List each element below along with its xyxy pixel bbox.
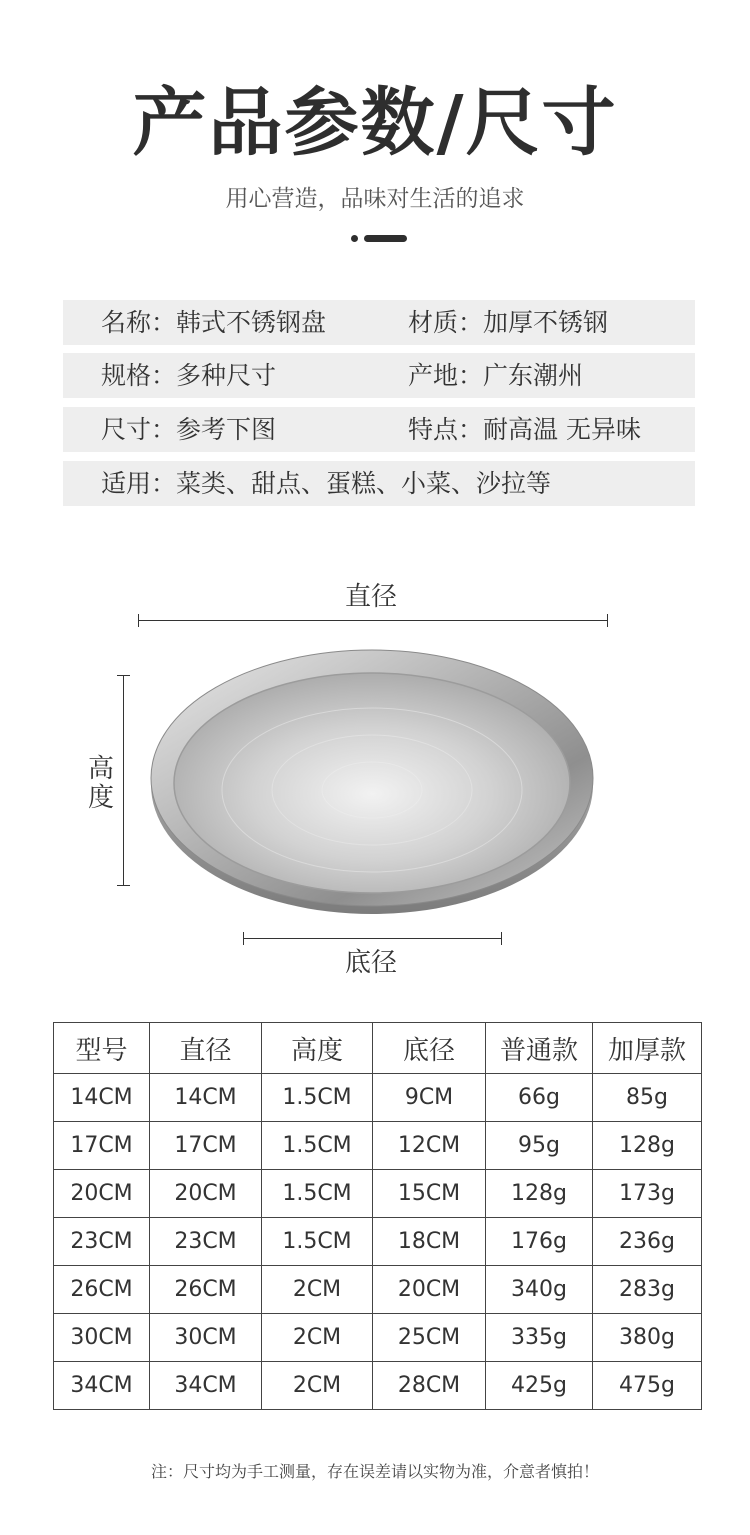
table-cell: 30CM — [54, 1314, 150, 1362]
spec-usage: 适用：菜类、甜点、蛋糕、小菜、沙拉等 — [101, 469, 552, 498]
height-label: 高度 — [87, 754, 114, 813]
table-cell: 1.5CM — [262, 1218, 373, 1266]
column-header: 普通款 — [486, 1023, 593, 1074]
plate-image — [150, 645, 595, 915]
table-cell: 25CM — [373, 1314, 486, 1362]
table-cell: 17CM — [54, 1122, 150, 1170]
table-cell: 1.5CM — [262, 1170, 373, 1218]
size-table — [53, 1022, 702, 1410]
base-line-tick-left — [243, 932, 244, 945]
table-cell: 12CM — [373, 1122, 486, 1170]
table-cell: 2CM — [262, 1314, 373, 1362]
spec-row — [63, 407, 695, 452]
spec-row — [63, 461, 695, 506]
table-cell: 2CM — [262, 1362, 373, 1410]
decorative-dot — [351, 235, 358, 242]
column-header: 底径 — [373, 1023, 486, 1074]
spec-row — [63, 300, 695, 345]
spec-name: 名称：韩式不锈钢盘 — [101, 308, 327, 337]
decorative-bar — [364, 235, 407, 242]
height-line — [123, 675, 124, 886]
table-cell: 23CM — [54, 1218, 150, 1266]
table-cell: 176g — [486, 1218, 593, 1266]
height-line-tick-top — [117, 675, 130, 676]
table-cell: 15CM — [373, 1170, 486, 1218]
table-cell: 173g — [593, 1170, 702, 1218]
diameter-line-tick-right — [607, 614, 608, 627]
table-cell: 34CM — [54, 1362, 150, 1410]
table-cell: 30CM — [150, 1314, 262, 1362]
footer-note: 注：尺寸均为手工测量，存在误差请以实物为准，介意者慎拍！ — [150, 1462, 599, 1481]
table-header-row — [54, 1023, 702, 1074]
table-cell: 425g — [486, 1362, 593, 1410]
table-row — [54, 1074, 702, 1122]
table-row — [54, 1218, 702, 1266]
table-cell: 335g — [486, 1314, 593, 1362]
table-cell: 1.5CM — [262, 1074, 373, 1122]
table-cell: 18CM — [373, 1218, 486, 1266]
table-cell: 34CM — [150, 1362, 262, 1410]
table-cell: 475g — [593, 1362, 702, 1410]
spec-dimensions: 尺寸：参考下图 — [101, 415, 277, 444]
diameter-line — [138, 620, 608, 621]
diameter-line-tick-left — [138, 614, 139, 627]
base-label: 底径 — [345, 948, 398, 978]
column-header: 型号 — [54, 1023, 150, 1074]
table-cell: 380g — [593, 1314, 702, 1362]
table-cell: 236g — [593, 1218, 702, 1266]
table-cell: 17CM — [150, 1122, 262, 1170]
column-header: 加厚款 — [593, 1023, 702, 1074]
table-row — [54, 1122, 702, 1170]
height-line-tick-bottom — [117, 885, 130, 886]
table-cell: 66g — [486, 1074, 593, 1122]
spec-material: 材质：加厚不锈钢 — [408, 308, 609, 337]
table-cell: 23CM — [150, 1218, 262, 1266]
base-line-tick-right — [501, 932, 502, 945]
spec-origin: 产地：广东潮州 — [408, 361, 584, 390]
table-cell: 283g — [593, 1266, 702, 1314]
table-cell: 14CM — [54, 1074, 150, 1122]
spec-size-type: 规格：多种尺寸 — [101, 361, 277, 390]
table-cell: 128g — [593, 1122, 702, 1170]
diameter-label: 直径 — [345, 582, 398, 612]
table-cell: 20CM — [54, 1170, 150, 1218]
table-cell: 2CM — [262, 1266, 373, 1314]
table-cell: 85g — [593, 1074, 702, 1122]
table-cell: 340g — [486, 1266, 593, 1314]
page-subtitle: 用心营造，品味对生活的追求 — [225, 186, 525, 212]
spec-features: 特点：耐高温 无异味 — [408, 415, 641, 444]
table-cell: 14CM — [150, 1074, 262, 1122]
table-cell: 26CM — [150, 1266, 262, 1314]
table-row — [54, 1266, 702, 1314]
column-header: 高度 — [262, 1023, 373, 1074]
spec-row — [63, 353, 695, 398]
table-cell: 20CM — [373, 1266, 486, 1314]
table-row — [54, 1170, 702, 1218]
table-row — [54, 1362, 702, 1410]
table-cell: 128g — [486, 1170, 593, 1218]
table-cell: 28CM — [373, 1362, 486, 1410]
table-row — [54, 1314, 702, 1362]
table-cell: 95g — [486, 1122, 593, 1170]
column-header: 直径 — [150, 1023, 262, 1074]
table-cell: 1.5CM — [262, 1122, 373, 1170]
table-cell: 9CM — [373, 1074, 486, 1122]
table-cell: 26CM — [54, 1266, 150, 1314]
page-title: 产品参数/尺寸 — [132, 80, 618, 166]
base-line — [243, 938, 502, 939]
table-cell: 20CM — [150, 1170, 262, 1218]
